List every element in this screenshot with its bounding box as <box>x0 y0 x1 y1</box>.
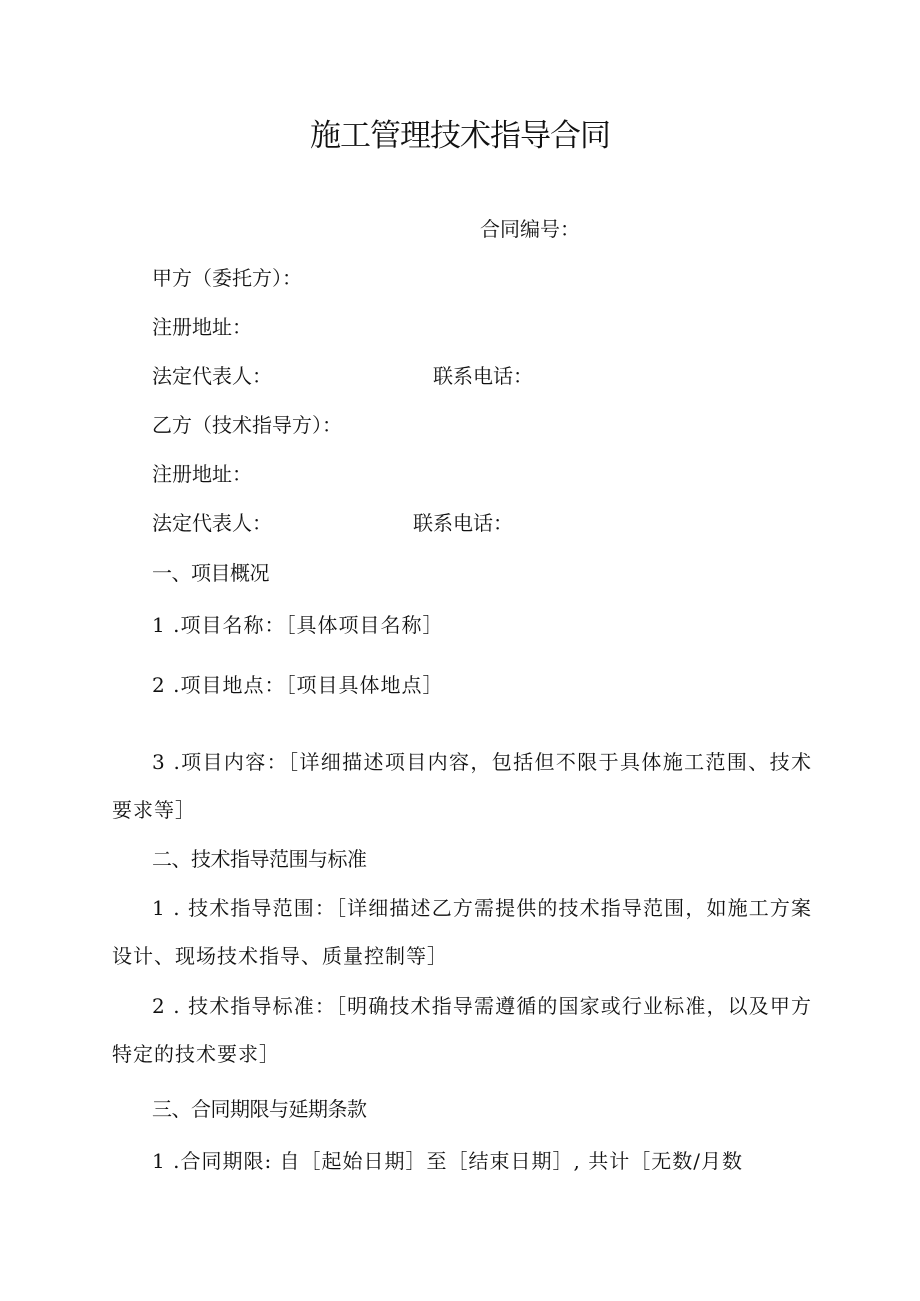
party-a-label: 甲方（委托方）： <box>152 266 302 290</box>
section-1-item-1: 1 .项目名称：［具体项目名称］ <box>152 613 444 637</box>
party-a-address-label: 注册地址： <box>152 315 252 339</box>
party-b-phone-label: 联系电话： <box>413 511 513 535</box>
section-2-item-1: 1 . 技术指导范围：［详细描述乙方需提供的技术指导范围，如施工方案设计、现场技术指导、质量控制等］ <box>112 896 812 968</box>
party-a-phone-label: 联系电话： <box>433 364 533 388</box>
contract-number-label: 合同编号： <box>480 217 580 241</box>
party-b-rep-label: 法定代表人： <box>152 511 272 535</box>
party-b-address-label: 注册地址： <box>152 462 252 486</box>
section-1-item-2: 2 .项目地点：［项目具体地点］ <box>152 673 444 697</box>
section-3-heading: 三、合同期限与延期条款 <box>152 1097 367 1121</box>
document-title: 施工管理技术指导合同 <box>310 118 610 154</box>
party-a-rep-label: 法定代表人： <box>152 364 272 388</box>
section-3-item-1: 1 .合同期限: 自［起始日期］至［结束日期］, 共计［无数/月数 <box>152 1149 743 1173</box>
section-1-heading: 一、项目概况 <box>152 561 269 585</box>
section-2-item-2: 2 . 技术指导标准：［明确技术指导需遵循的国家或行业标准，以及甲方特定的技术要求］ <box>112 994 812 1066</box>
section-2-heading: 二、技术指导范围与标准 <box>152 847 367 871</box>
party-b-label: 乙方（技术指导方）： <box>152 413 342 437</box>
section-1-item-3: 3 .项目内容：［详细描述项目内容，包括但不限于具体施工范围、技术要求等］ <box>112 750 812 822</box>
